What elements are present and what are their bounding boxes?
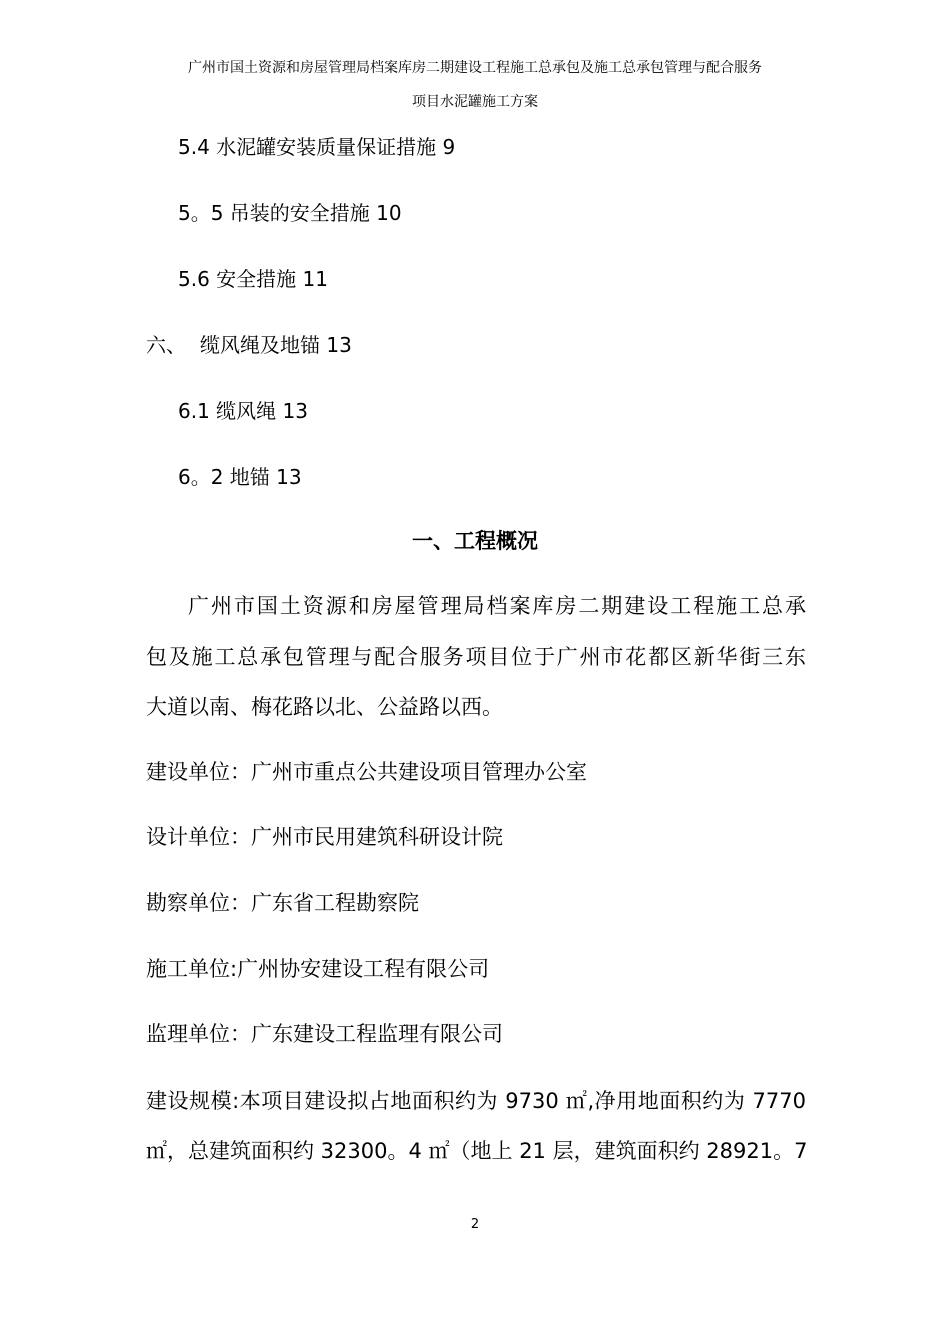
intro-line-3: 大道以南、梅花路以北、公益路以西。 — [146, 695, 503, 719]
field-contractor: 施工单位:广州协安建设工程有限公司 — [146, 957, 490, 981]
intro-line-1: 广州市国土资源和房屋管理局档案库房二期建设工程施工总承 — [188, 594, 806, 618]
running-header-line-1: 广州市国土资源和房屋管理局档案库房二期建设工程施工总承包及施工总承包管理与配合服务 — [188, 60, 762, 76]
toc-item-6-1[interactable]: 6.1 缆风绳 13 — [178, 399, 308, 423]
field-supervisor: 监理单位：广东建设工程监理有限公司 — [146, 1022, 503, 1046]
field-surveyor: 勘察单位：广东省工程勘察院 — [146, 891, 419, 915]
toc-item-5-5[interactable]: 5。5 吊装的安全措施 10 — [178, 201, 402, 225]
page-number: 2 — [470, 1217, 480, 1232]
scale-line-1: 建设规模:本项目建设拟占地面积约为 9730 ㎡,净用地面积约为 7770 — [146, 1089, 806, 1113]
intro-line-2: 包及施工总承包管理与配合服务项目位于广州市花都区新华街三东 — [146, 645, 806, 669]
toc-item-5-6[interactable]: 5.6 安全措施 11 — [178, 267, 328, 291]
field-client: 建设单位：广州市重点公共建设项目管理办公室 — [146, 760, 587, 784]
toc-item-5-4[interactable]: 5.4 水泥罐安装质量保证措施 9 — [178, 135, 456, 159]
toc-item-chapter-6[interactable] — [146, 330, 352, 360]
field-designer: 设计单位：广州市民用建筑科研设计院 — [146, 825, 503, 849]
toc-chapter-number: 六、 — [146, 333, 186, 357]
section-heading: 一、工程概况 — [412, 529, 538, 553]
toc-chapter-title: 缆风绳及地锚 13 — [200, 333, 352, 357]
running-header-line-2: 项目水泥罐施工方案 — [412, 94, 538, 110]
scale-line-2: ㎡，总建筑面积约 32300。4 ㎡（地上 21 层，建筑面积约 28921。7 — [146, 1139, 808, 1163]
toc-item-6-2[interactable]: 6。2 地锚 13 — [178, 465, 302, 489]
